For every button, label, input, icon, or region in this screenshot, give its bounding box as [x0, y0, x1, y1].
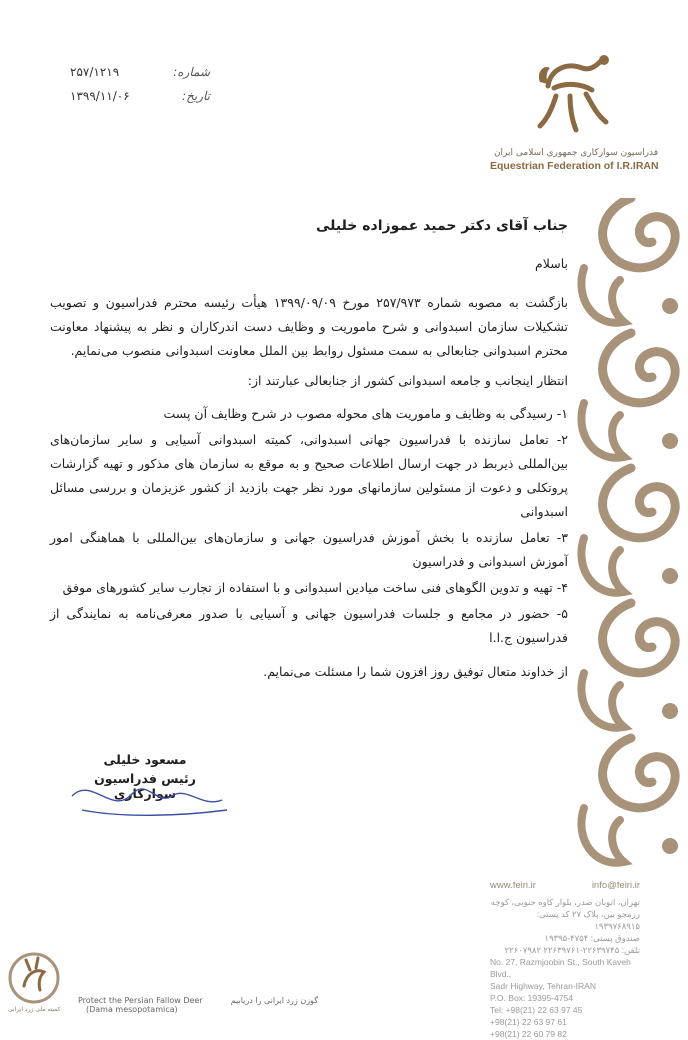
- signature-scribble: [62, 766, 232, 826]
- address-en: No. 27, Razmjoobin St., South Kaveh Blvd.,: [490, 957, 631, 979]
- contact-footer: [490, 880, 640, 1040]
- deer-latin: (Dama mesopotamica): [86, 1005, 178, 1014]
- federation-name-fa: فدراسیون سوارکاری جمهوری اسلامی ایران: [493, 148, 658, 158]
- expectations-intro: انتظار اینجانب و جامعه اسبدوانی کشور از جنابعالی عبارتند از:: [247, 373, 568, 388]
- signature-block: [80, 752, 210, 801]
- date-label: تاریخ:: [182, 89, 210, 103]
- emblem-caption: کمیته ملی زرد ایرانی: [8, 1006, 61, 1013]
- address-fa: تهران، اتوبان صدر، بلوار کاوه جنوبی، کوچه: [490, 897, 640, 907]
- signer-title: رئیس فدراسیون سوارکاری: [94, 771, 196, 801]
- deer-campaign: [78, 996, 318, 1014]
- fax-en: +98(21) 22 60 79 82: [490, 1029, 567, 1039]
- number-value: ۲۵۷/۱۲۱۹: [70, 65, 120, 79]
- deer-emblem-icon: [6, 950, 62, 1008]
- letter-meta: [70, 60, 210, 108]
- address-en: Sadr Highway, Tehran-IRAN: [490, 981, 596, 991]
- decorative-ornament: [574, 198, 688, 878]
- address-fa: رزمجو بین، پلاک ۲۷ کد پستی: ۱۹۳۹۷۶۸۹۱۵: [536, 909, 640, 931]
- horse-icon: [526, 52, 616, 136]
- number-label: شماره:: [173, 65, 210, 79]
- phone-en: Tel: +98(21) 22 63 97 45: [490, 1005, 583, 1015]
- phones-fa: تلفن: ۲۲۶۳۹۷۴۵-۲۲۶۳۹۷۶۱ ۲۲۶۰۷۹۸۲: [504, 945, 640, 955]
- phone-en: +98(21) 22 63 97 61: [490, 1017, 567, 1027]
- recipient: جناب آقای دکتر حمید عموزاده خلیلی: [315, 218, 568, 234]
- list-item: ۵- حضور در مجامع و جلسات فدراسیون جهانی و آسیایی با صدور معرفی‌نامه به نمایندگی از فدراسیون ج.ا.ا: [50, 606, 568, 645]
- date-value: ۱۳۹۹/۱۱/۰۶: [70, 89, 130, 103]
- list-item: ۱- رسیدگی به وظایف و ماموریت های محوله مصوب در شرح وظایف آن پست: [163, 406, 568, 421]
- main-paragraph: بازگشت به مصوبه شماره ۲۵۷/۹۷۳ مورخ ۱۳۹۹/۰۹/۰۹ هیأت رئیسه محترم فدراسیون و تصویب تشکیلات سازمان اسبدوانی و شرح ماموریت و وظایف دست اندرکاران و نظر به پیشنهاد معاونت محترم اسبدوانی جنابعالی به سمت مسئول روابط بین الملل معاونت اسبدوانی منصوب می‌نمایم.: [50, 295, 568, 358]
- website-link[interactable]: www.feiri.ir: [490, 880, 536, 891]
- list-item: ۴- تهیه و تدوین الگوهای فنی ساخت میادین اسبدوانی و با استفاده از تجارب سایر کشورهای موفق: [62, 580, 568, 595]
- deer-en: Protect the Persian Fallow Deer: [78, 996, 203, 1005]
- pobox-en: P.O. Box: 19395-4754: [490, 993, 574, 1003]
- letter-body: [50, 218, 568, 692]
- signer-name: مسعود خلیلی: [103, 752, 187, 767]
- salutation: باسلام: [535, 256, 568, 271]
- federation-logo: [478, 52, 688, 172]
- deer-fa: گوزن زرد ایرانی را دریابیم: [230, 996, 318, 1005]
- federation-name-en: Equestrian Federation of I.R.IRAN: [490, 160, 659, 172]
- list-item: ۳- تعامل سازنده با بخش آموزش فدراسیون جهانی و سازمان‌های بین‌المللی با هماهنگی امور آموزش اسبدوانی و فدراسیون: [50, 530, 568, 569]
- pobox-fa: صندوق پستی: ۴۷۵۴-۱۹۳۹۵: [544, 933, 640, 943]
- closing-line: از خداوند متعال توفیق روز افزون شما را مسئلت می‌نمایم.: [263, 664, 568, 679]
- list-item: ۲- تعامل سازنده با فدراسیون جهانی اسبدوانی، کمیته اسبدوانی آسیایی و سایر سازمان‌های بین‌المللی ذیربط در جهت ارسال اطلاعات صحیح و به موقع به سازمان های مذکور و تهیه گزارشات پروتکلی و دعوت از مسئولین سازمانهای مورد نظر جهت بازدید از کشور عزیزمان و بررسی مسائل اسبدوانی: [50, 432, 568, 519]
- email-link[interactable]: info@feiri.ir: [591, 880, 640, 891]
